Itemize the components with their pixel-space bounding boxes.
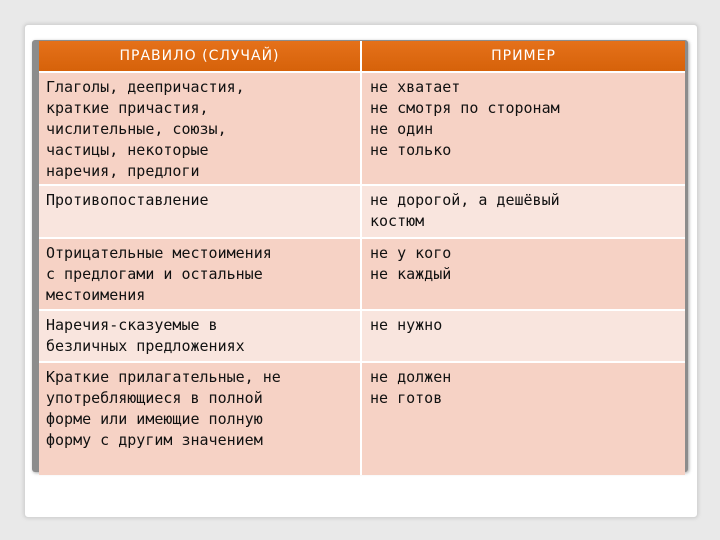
example-cell: не дорогой, а дешёвый костюм [361, 185, 685, 238]
example-cell: не хватает не смотря по сторонам не один не только [361, 72, 685, 185]
rule-cell: Противопоставление [39, 185, 361, 238]
rule-cell: Краткие прилагательные, не употребляющиеся в полной форме или имеющие полную форму с другим значением [39, 362, 361, 475]
table-row [39, 362, 685, 475]
header-rule: ПРАВИЛО (СЛУЧАЙ) [39, 41, 361, 72]
example-cell: не должен не готов [361, 362, 685, 475]
rule-cell: Наречия-сказуемые в безличных предложениях [39, 310, 361, 362]
example-cell: не нужно [361, 310, 685, 362]
rule-cell: Отрицательные местоимения с предлогами и остальные местоимения [39, 238, 361, 310]
table-row [39, 310, 685, 362]
table-row [39, 72, 685, 185]
table-header-row [39, 41, 685, 72]
table-row [39, 185, 685, 238]
rule-cell: Глаголы, деепричастия, краткие причастия, числительные, союзы, частицы, некоторые наречия, предлоги [39, 72, 361, 185]
table-row [39, 238, 685, 310]
rules-table [39, 41, 685, 475]
header-example: ПРИМЕР [361, 41, 685, 72]
example-cell: не у кого не каждый [361, 238, 685, 310]
